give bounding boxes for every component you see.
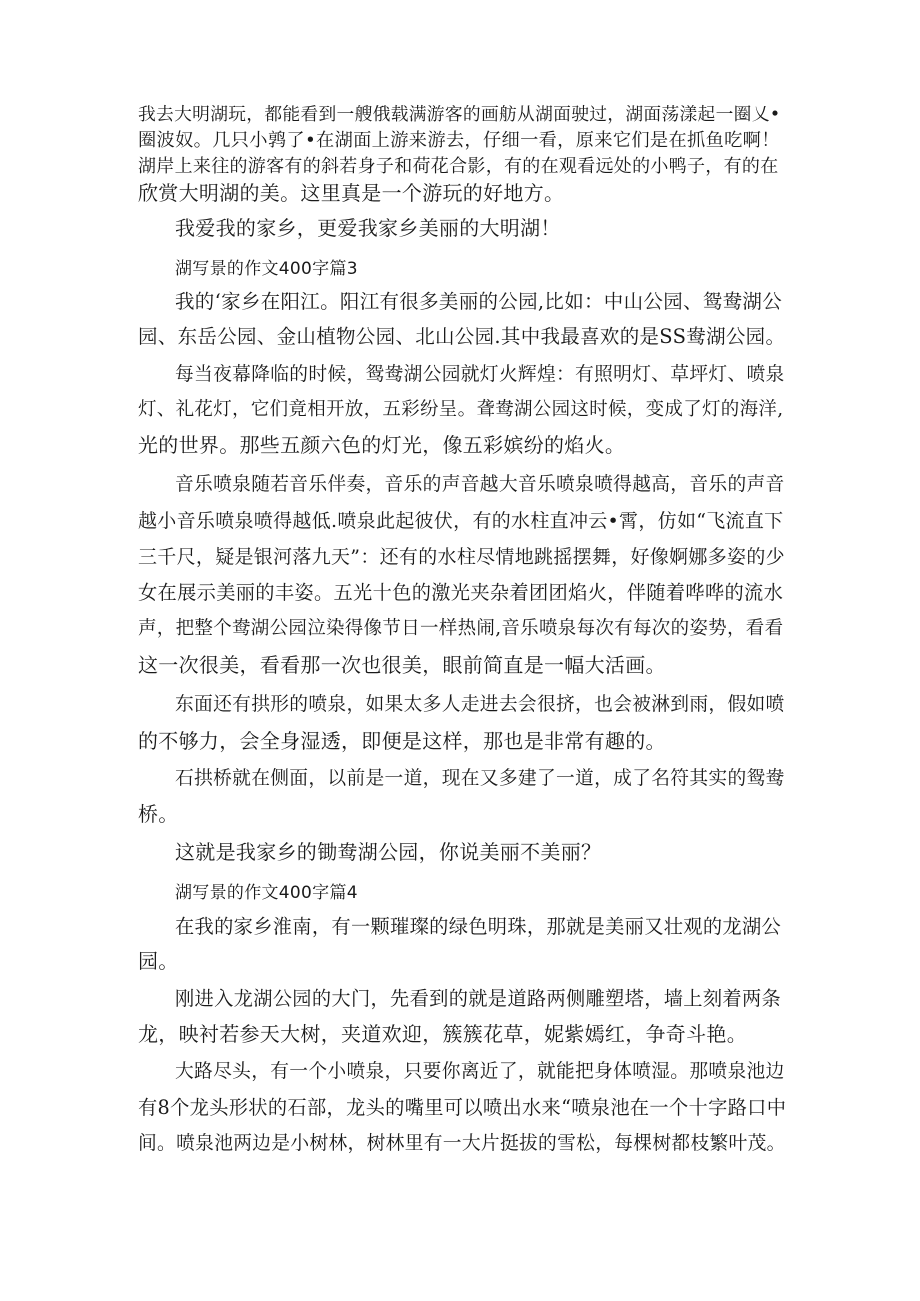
text-line: 女在展示美丽的丰姿。五光十色的激光夹杂着团团焰火，伴随着哗哗的流水 — [138, 581, 784, 604]
text-line: 石拱桥就在侧面，以前是一道，现在又多建了一道，成了名符其实的鸳鸯 — [175, 768, 785, 789]
text-line: 东面还有拱形的喷泉，如果太多人走进去会很挤，也会被淋到雨，假如喷 — [175, 694, 785, 715]
text-line: 刚进入龙湖公园的大门，先看到的就是道路两侧雕塑塔，墙上刻着两条 — [175, 987, 782, 1010]
text-line: 有8个龙头形状的石部，龙头的嘴里可以喷出水来“喷泉池在一个十字路口中 — [138, 1096, 787, 1119]
text-line: 每当夜幕降临的时候，鸳鸯湖公园就灯火辉煌：有照明灯、草坪灯、喷泉 — [175, 364, 785, 385]
text-line: 我爱我的家乡，更爱我家乡美丽的大明湖！ — [175, 216, 561, 240]
text-line: 这就是我家乡的锄鸯湖公园，你说美丽不美丽？ — [175, 840, 602, 864]
text-line: 灯、礼花灯，它们竟相开放，五彩纷呈。聋鸯湖公园这时候，变成了灯的海洋, — [138, 399, 784, 420]
text-line: 三千尺，疑是银河落九天”：还有的水柱尽情地跳摇摆舞，好像婀娜多姿的少 — [138, 546, 785, 568]
text-line: 在我的家乡淮南，有一颗璀璨的绿色明珠，那就是美丽又壮观的龙湖公 — [175, 915, 782, 938]
text-line: 湖岸上来往的游客有的斜若身子和荷花合影，有的在观看远处的小鸭子，有的在 — [138, 156, 779, 177]
text-line: 欣赏大明湖的美。这里真是一个游玩的好地方。 — [138, 181, 565, 205]
text-line: 桥。 — [138, 802, 179, 826]
section-heading: 湖写景的作文400字篇3 — [175, 259, 358, 279]
section-heading: 湖写景的作文400字篇4 — [175, 883, 358, 903]
text-line: 园。 — [138, 949, 179, 973]
text-line: 声，把整个鸯湖公园泣染得像节日一样热闹,音乐喷泉每次有每次的姿势，看看 — [138, 618, 784, 639]
text-line: 越小音乐喷泉喷得越低.喷泉此起彼伏，有的水柱直冲云•霄，仿如“飞流直下 — [138, 510, 784, 532]
text-line: 龙，映衬若参天大树，夹道欢迎，簇簇花草，妮紫嫣红，争奇斗艳。 — [138, 1022, 747, 1046]
text-line: 间。喷泉池两边是小树林，树林里有一大片挺拔的雪松，每棵树都枝繁叶茂。 — [138, 1133, 786, 1154]
text-line: 音乐喷泉随若音乐伴奏，音乐的声音越大音乐喷泉喷得越高，音乐的声音 — [175, 474, 785, 495]
text-line: 光的世界。那些五颜六色的灯光，像五彩嫔纷的焰火。 — [138, 433, 626, 457]
text-line: 我去大明湖玩，都能看到一艘俄载满游客的画舫从湖面驶过，湖面荡漾起一圈乂• — [138, 105, 781, 125]
text-line: 园、东岳公园、金山植物公园、北山公园.其中我最喜欢的是SS鸯湖公园。 — [138, 325, 786, 348]
text-line: 这一次很美，看看那一次也很美，眼前简直是一幅大活画。 — [138, 653, 666, 677]
text-line: 圈波奴。几只小鹑了•在湖面上游来游去，仔细一看，原来它们是在抓鱼吃啊！ — [138, 130, 780, 151]
text-line: 我的‘家乡在阳江。阳江有很多美丽的公园,比如：中山公园、鸳鸯湖公 — [175, 290, 782, 313]
text-line: 的不够力，会全身湿透，即便是这样，那也是非常有趣的。 — [138, 729, 666, 753]
text-line: 大路尽头，有一个小喷泉，只要你离近了，就能把身体喷湿。那喷泉池边 — [175, 1061, 785, 1082]
